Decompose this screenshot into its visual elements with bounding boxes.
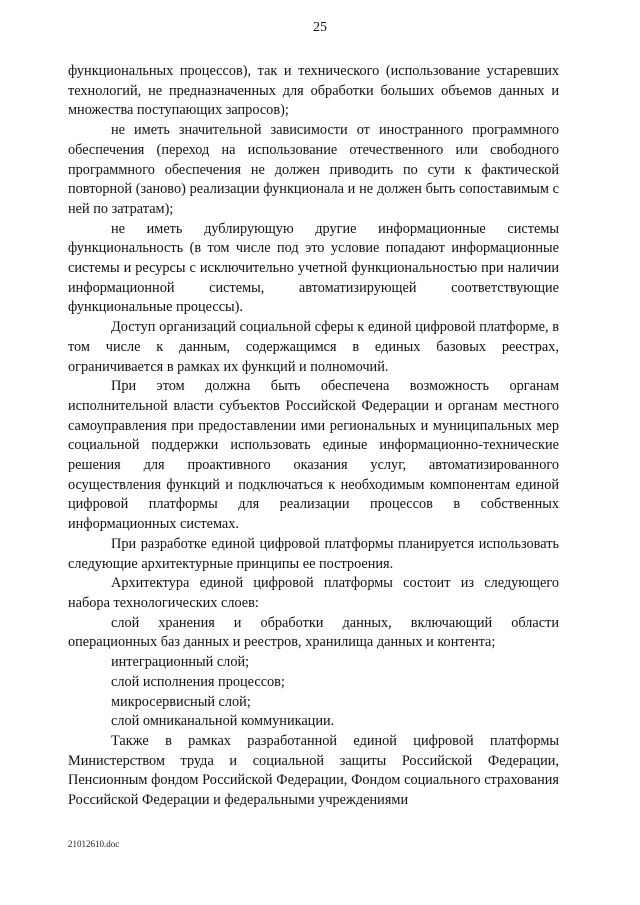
paragraph-ministries: Также в рамках разработанной единой цифровой платформы Министерством труда и социальной защиты Российской Федерации, Пенсионным фондом Российской Федерации, Фондом социального страхования Российской Федерации и федеральными учреждениями bbox=[68, 732, 559, 809]
paragraph-access: Доступ организаций социальной сферы к единой цифровой платформе, в том числе к данным, содержащимся в единых базовых реестрах, ограничивается в рамках их функций и полномочий. bbox=[68, 319, 559, 375]
page-number: 25 bbox=[313, 20, 327, 35]
paragraph-architecture-principles: При разработке единой цифровой платформы планируется использовать следующие архитектурные принципы ее построения. bbox=[68, 535, 559, 572]
list-item-process-layer: слой исполнения процессов; bbox=[111, 673, 285, 690]
paragraph-foreign-dependency: не иметь значительной зависимости от иностранного программного обеспечения (переход на использование отечественного или свободного программного обеспечения не должен приводить по сути к фактической повторной (заново) реализации функционала и не должен быть сопоставимым с ней по затратам); bbox=[68, 122, 559, 217]
paragraph-regional-authorities: При этом должна быть обеспечена возможность органам исполнительной власти субъектов Российской Федерации и органам местного самоуправления при предоставлении ими региональных и муниципальных мер социальной поддержки использовать единые информационно-технические решения для проактивного оказания услуг, автоматизированного осуществления функций и подключаться к необходимым компонентам единой цифровой платформы для реализации процессов в собственных информационных системах. bbox=[68, 378, 559, 533]
paragraph-continuation: функциональных процессов), так и технического (использование устаревших технологий, не предназначенных для обработки больших объемов данных и множества поступающих запросов); bbox=[68, 63, 559, 119]
document-code: 21012610.doc bbox=[68, 839, 120, 849]
paragraph-architecture-layers-intro: Архитектура единой цифровой платформы состоит из следующего набора технологических слоев: bbox=[68, 575, 559, 611]
list-item-storage-layer: слой хранения и обработки данных, включающий области операционных баз данных и реестров, хранилища данных и контента; bbox=[68, 614, 559, 651]
document-body bbox=[68, 62, 559, 811]
list-item-integration-layer: интеграционный слой; bbox=[111, 654, 250, 671]
paragraph-no-duplication: не иметь дублирующую другие информационные системы функциональность (в том числе под это условие попадают информационные системы и ресурсы с исключительно учетной функциональностью при наличии информационной системы, автоматизирующей соответствующие функциональные процессы). bbox=[68, 220, 559, 316]
list-item-omnichannel-layer: слой омниканальной коммуникации. bbox=[111, 713, 335, 730]
list-item-microservice-layer: микросервисный слой; bbox=[111, 693, 251, 710]
